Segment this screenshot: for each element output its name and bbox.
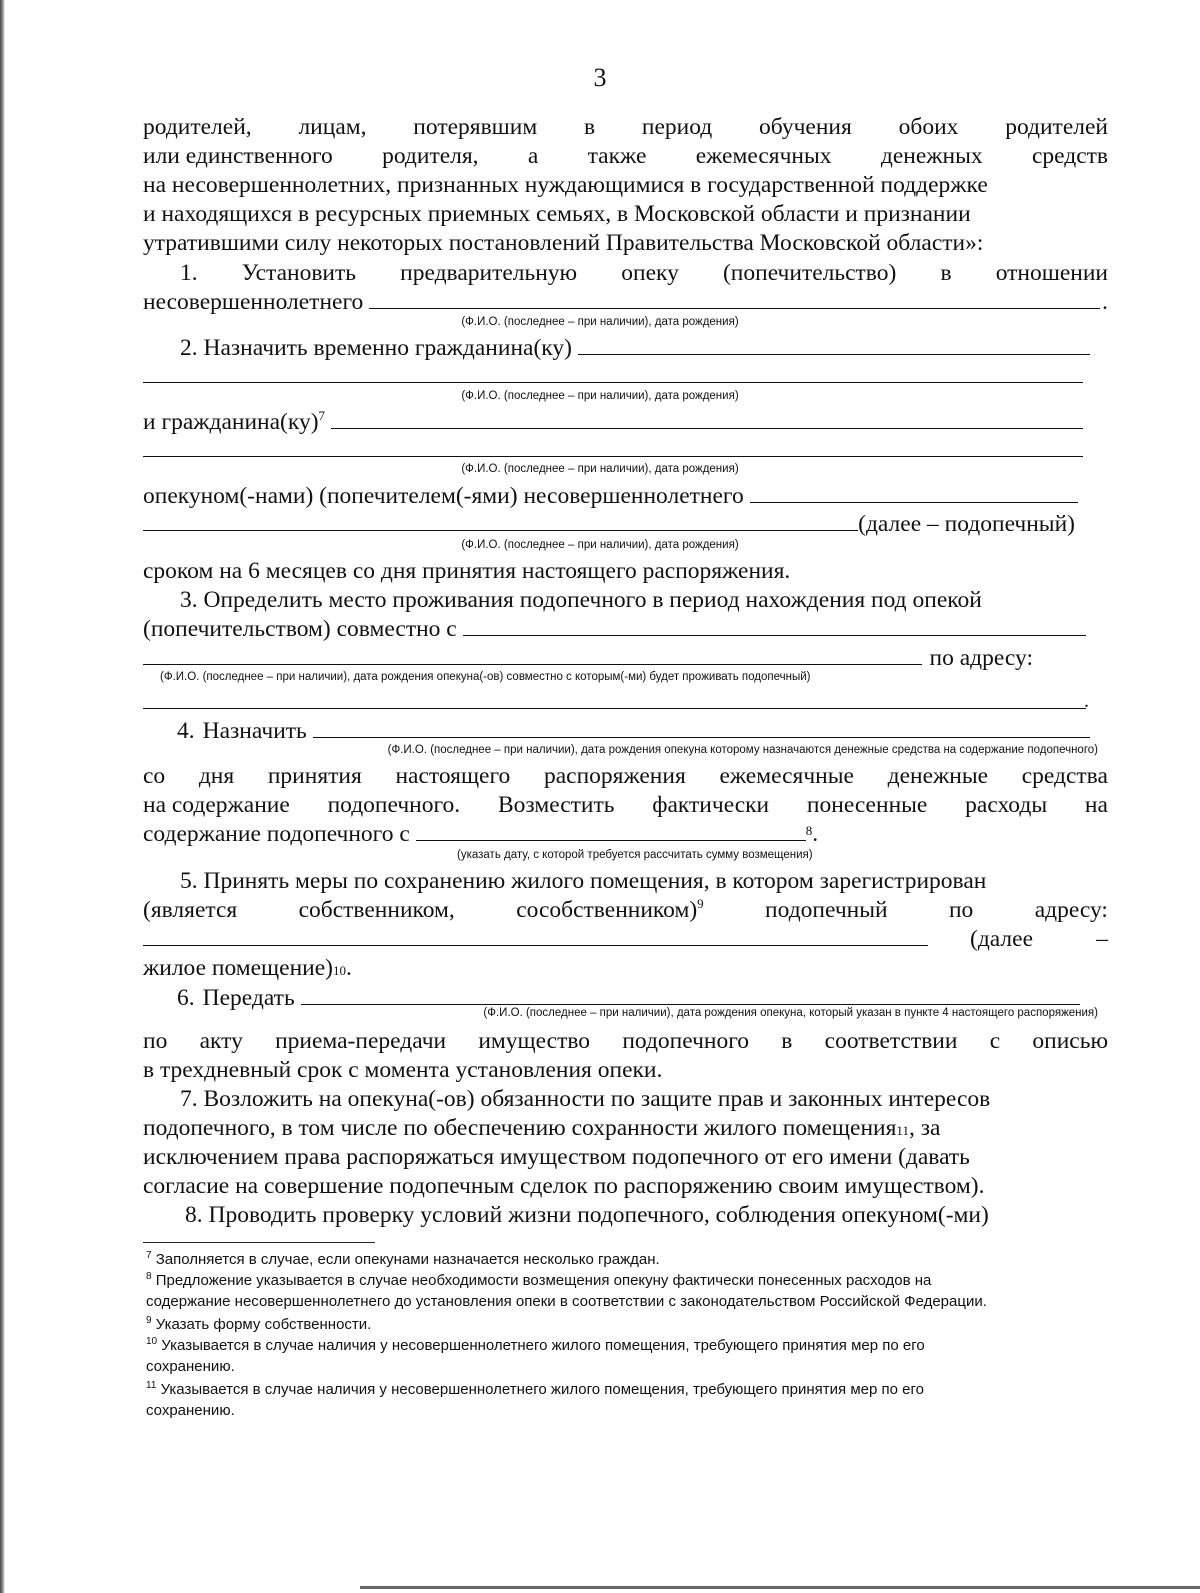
item-4-line-2 <box>143 761 1108 791</box>
address-label: по адресу: <box>929 645 1033 671</box>
address-field[interactable] <box>143 708 1086 709</box>
w-1: (является <box>143 897 238 923</box>
caption-4: (Ф.И.О. (последнее – при наличии), дата рождения) <box>461 539 739 551</box>
reimburse-date-field[interactable] <box>416 820 806 841</box>
item-3-line-3 <box>143 643 1108 673</box>
second-guardian-label: и гражданина(ку) <box>143 409 319 435</box>
word: со <box>143 763 166 789</box>
hereinafter-word: (далее <box>970 926 1034 952</box>
word: описью <box>1032 1028 1108 1054</box>
item-4-line-4: содержание подопечного с $^8$ . <box>143 821 819 847</box>
footnote-9: $^9$ Указать форму собственности. <box>146 1315 372 1333</box>
minor-name-field[interactable] <box>369 288 1100 309</box>
word: в <box>584 114 596 140</box>
word: акту <box>199 1028 243 1054</box>
word: (попечительство) <box>722 260 897 286</box>
ward-suffix: (далее – подопечный) <box>858 511 1075 537</box>
word: средств <box>1031 143 1108 169</box>
allowance-guardian-field[interactable] <box>313 717 1090 738</box>
item-7-line-4: согласие на совершение подопечным сделок по распоряжению своим имуществом). <box>143 1173 985 1199</box>
text-line-1 <box>143 112 1108 142</box>
word: приема-передачи <box>275 1028 447 1054</box>
word: родителей <box>1005 114 1108 140</box>
item-7-text-a: подопечного, в том числе по обеспечению сохранности жилого помещения <box>143 1115 897 1141</box>
item-7-line-3: исключением права распоряжаться имуществом подопечного от его имени (давать <box>143 1144 970 1170</box>
caption-3: (Ф.И.О. (последнее – при наличии), дата рождения) <box>461 463 739 475</box>
w-2: собственником, <box>298 897 455 923</box>
word: потерявшим <box>413 114 538 140</box>
reimburse-label: содержание подопечного с <box>143 821 410 847</box>
word: родителя, <box>382 143 479 169</box>
footnote-11-cont: сохранению. <box>146 1402 235 1419</box>
caption-7: (указать дату, с которой требуется рассчитать сумму возмещения) <box>457 849 813 861</box>
word: также <box>587 143 647 169</box>
item-5-line-3 <box>143 924 1108 954</box>
item-2-line-3 <box>143 481 1108 511</box>
guardianship-label: опекуном(-нами) (попечителем(-ями) несовершеннолетнего <box>143 483 744 509</box>
dash-mark: – <box>1096 926 1108 952</box>
word: по <box>143 1028 168 1054</box>
footnote-10-cont: сохранению. <box>146 1358 235 1375</box>
caption-5: (Ф.И.О. (последнее – при наличии), дата рождения опекуна(-ов) совместно с которым(-ми) будет проживать подопечный) <box>160 671 811 683</box>
item-7-text-b: , за <box>908 1115 941 1141</box>
transfer-guardian-field[interactable] <box>301 984 1080 1005</box>
item-2-line-2 <box>143 407 1108 437</box>
item-5-line-2 <box>143 895 1108 925</box>
appoint-label: 2. Назначить временно гражданина(ку) <box>180 335 572 361</box>
dwelling-label: жилое помещение) <box>143 955 333 981</box>
word: соответствии <box>824 1028 958 1054</box>
word: или единственного <box>143 143 333 169</box>
word: Установить <box>241 260 356 286</box>
guardian-2-field-cont[interactable] <box>143 456 1083 457</box>
item-1-line-2: несовершеннолетнего . <box>143 289 1108 315</box>
footnote-ref-7: 7 <box>318 408 326 424</box>
scan-edge-shadow <box>0 0 5 1593</box>
footnote-10: $^{10}$ Указывается в случае наличия у несовершеннолетнего жилого помещения, требующего принятия мер по его <box>146 1336 925 1354</box>
text-line-5: утратившими силу некоторых постановлений Правительства Московской области»: <box>143 230 984 256</box>
word: на <box>1084 792 1108 818</box>
item-6-line-3: в трехдневный срок с момента установления опеки. <box>143 1057 663 1083</box>
word: средства <box>1021 763 1108 789</box>
word: расходы <box>965 792 1048 818</box>
scan-bottom-edge <box>360 1586 1200 1589</box>
footnote-8: $^8$ Предложение указывается в случае необходимости возмещения опекуну фактически понесенных расходов на <box>146 1271 932 1289</box>
text-line-3: на несовершеннолетних, признанных нуждающимися в государственной поддержке <box>143 172 988 198</box>
item-7-line-2: подопечного, в том числе по обеспечению сохранности жилого помещения 11 , за <box>143 1115 941 1141</box>
w-6: адресу: <box>1034 897 1108 923</box>
word: отношении <box>995 260 1108 286</box>
item-1-line-1 <box>180 258 1108 288</box>
item-2-line-5: сроком на 6 месяцев со дня принятия настоящего распоряжения. <box>143 558 791 584</box>
footnote-separator <box>143 1242 375 1243</box>
item-4-line-1 <box>177 716 1108 746</box>
item-6-line-2 <box>143 1026 1108 1056</box>
word: обучения <box>759 114 852 140</box>
minor-label: несовершеннолетнего <box>143 289 364 315</box>
ward-name-field-cont[interactable] <box>143 510 858 531</box>
caption-1: (Ф.И.О. (последнее – при наличии), дата рождения) <box>461 316 739 328</box>
word: Возместить <box>497 792 615 818</box>
caption-2: (Ф.И.О. (последнее – при наличии), дата рождения) <box>461 390 739 402</box>
word: дня <box>198 763 235 789</box>
item-8-line-1: 8. Проводить проверку условий жизни подопечного, соблюдения опекуном(-ми) <box>185 1202 989 1228</box>
footnote-8-cont: содержание несовершеннолетнего до установления опеки в соответствии с законодательством Российской Федерации. <box>146 1293 987 1310</box>
word: обоих <box>898 114 959 140</box>
w-3: сособственником) <box>516 897 698 923</box>
property-address-field[interactable] <box>143 925 928 946</box>
footnote-11: $^{11}$ Указывается в случае наличия у несовершеннолетнего жилого помещения, требующего принятия мер по его <box>146 1380 924 1398</box>
word: период <box>641 114 713 140</box>
item-3-line-1: 3. Определить место проживания подопечного в период нахождения под опекой <box>180 587 982 613</box>
item-2-line-1 <box>180 333 1108 363</box>
word: принятия <box>267 763 362 789</box>
guardian-1-field-cont[interactable] <box>143 382 1083 383</box>
word: ежемесячных <box>695 143 832 169</box>
word: а <box>527 143 539 169</box>
caption-6: (Ф.И.О. (последнее – при наличии), дата рождения опекуна которому назначаются денежные средства на содержание подопечного) <box>387 744 1098 756</box>
word: фактически <box>652 792 770 818</box>
guardian-1-field[interactable] <box>578 334 1090 355</box>
word: 1. <box>180 260 198 286</box>
footnote-7: $^7$ Заполняется в случае, если опекунами назначается несколько граждан. <box>146 1250 660 1268</box>
jointly-label: (попечительством) совместно с <box>143 616 457 642</box>
w-4: подопечный <box>765 897 888 923</box>
word: подопечного <box>622 1028 750 1054</box>
text-line-4: и находящихся в ресурсных приемных семьях, в Московской области и признании <box>143 201 971 227</box>
item-5-line-4: жилое помещение) 10 . <box>143 955 352 981</box>
item-4-word: Назначить <box>202 718 307 744</box>
item-6-word: Передать <box>202 985 295 1011</box>
word: распоряжения <box>543 763 686 789</box>
word: настоящего <box>395 763 511 789</box>
word: родителей, <box>143 114 252 140</box>
item-6-number: 6. <box>177 985 195 1011</box>
word: в <box>781 1028 793 1054</box>
cohabit-guardian-field-cont[interactable] <box>143 644 922 665</box>
ward-name-field[interactable] <box>750 482 1078 503</box>
guardian-2-field[interactable] <box>331 408 1083 429</box>
word: в <box>940 260 952 286</box>
w-5: по <box>948 897 974 923</box>
word: ежемесячные <box>719 763 854 789</box>
cohabit-guardian-field[interactable] <box>463 615 1086 636</box>
item-4-number: 4. <box>177 718 195 744</box>
word: денежных <box>880 143 983 169</box>
word: понесенные <box>806 792 928 818</box>
word: предварительную <box>400 260 578 286</box>
item-2-line-4 <box>143 509 1108 539</box>
item-4-line-3 <box>143 790 1108 820</box>
word: подопечного. <box>327 792 461 818</box>
word: на содержание <box>143 792 290 818</box>
text-line-2 <box>143 141 1108 171</box>
item-3-line-2 <box>143 614 1108 644</box>
caption-8: (Ф.И.О. (последнее – при наличии), дата рождения опекуна, который указан в пункте 4 настоящего распоряжения) <box>483 1007 1098 1019</box>
period-mark: . <box>1084 690 1089 712</box>
word: лицам, <box>298 114 367 140</box>
page-number: 3 <box>593 63 607 92</box>
word: денежные <box>887 763 989 789</box>
item-5-line-1: 5. Принять меры по сохранению жилого помещения, в котором зарегистрирован <box>180 868 987 894</box>
word: имущество <box>478 1028 591 1054</box>
footnote-ref-9: 9 <box>697 896 704 912</box>
word: опеку <box>621 260 679 286</box>
word: с <box>989 1028 1001 1054</box>
item-7-line-1: 7. Возложить на опекуна(-ов) обязанности по защите прав и законных интересов <box>180 1086 991 1112</box>
